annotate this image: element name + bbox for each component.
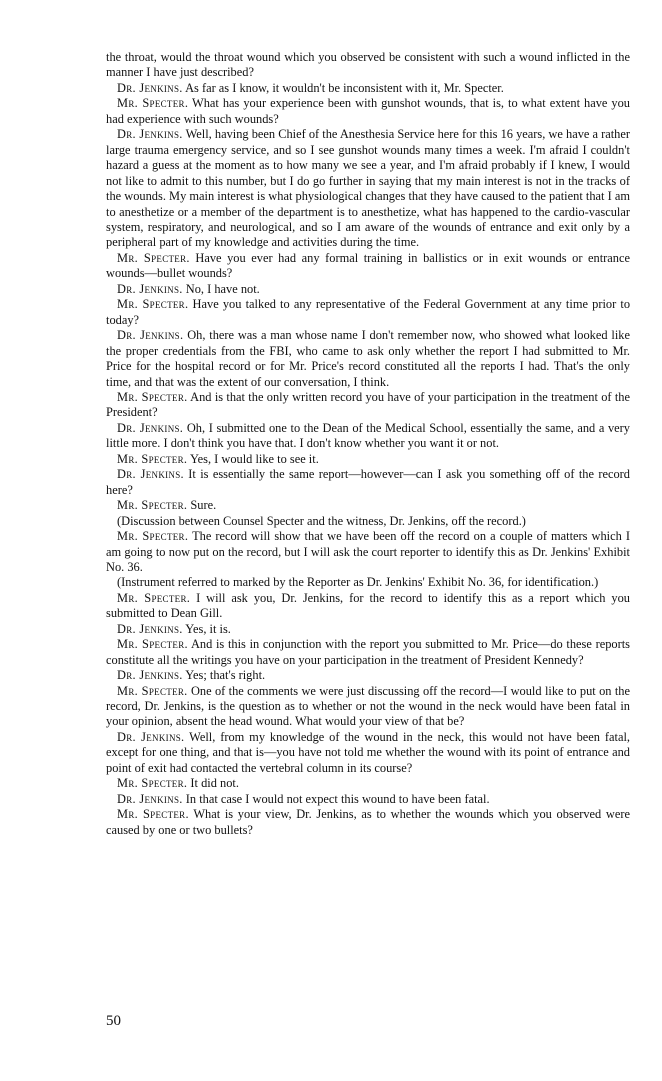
testimony-paragraph xyxy=(106,622,630,637)
paragraph-text: The record will show that we have been off the record on a couple of matters which I am going to now put on the record, but I will ask the court reporter to identify this as Dr. Jenkins' Exhibit No. 36. xyxy=(106,529,630,574)
speaker-name: Mr. Specter. xyxy=(117,389,188,404)
testimony-paragraph xyxy=(106,575,630,590)
paragraph-text: No, I have not. xyxy=(182,281,260,296)
paragraph-text: Well, having been Chief of the Anesthesia Service here for this 16 years, we have a rather large trauma emergency service, and so I see gunshot wounds many times a week. I'm afraid I couldn't hazard a guess at the moment as to how many we see a year, and I'm afraid probably if I knew, I would not like to admit to this number, but I do go further in saying that my main interest is not in the tracks of the wounds. My main interest is what physiological changes that they have caused to the patient that I am to anesthetize or a member of the department is to anesthetize, what has happened to the cardio-vascular system, respiratory, and neurological, and so I am aware of the wounds of entrance and exit only by a peripheral part of my knowledge and activities during the time. xyxy=(106,127,630,250)
paragraph-text: Well, from my knowledge of the wound in the neck, this would not have been fatal, except for one thing, and that is—you have not told me whether the wound with its point of entrance and point of exit had contacted the vertebral column in its course? xyxy=(106,729,631,775)
testimony-paragraph xyxy=(106,591,630,622)
paragraph-text: As far as I know, it wouldn't be inconsistent with it, Mr. Specter. xyxy=(182,80,504,95)
speaker-name: Mr. Specter. xyxy=(117,776,188,791)
speaker-name: Dr. Jenkins. xyxy=(117,328,184,343)
testimony-paragraph xyxy=(106,792,630,807)
speaker-name: Dr. Jenkins. xyxy=(117,668,183,683)
speaker-name: Mr. Specter. xyxy=(117,297,189,312)
speaker-name: Mr. Specter. xyxy=(117,637,188,652)
paragraph-text: What has your experience been with gunshot wounds, that is, to what extent have you had experience with such wounds? xyxy=(106,96,630,126)
paragraph-text: Have you ever had any formal training in ballistics or in exit wounds or entrance wounds—bullet wounds? xyxy=(106,250,630,281)
speaker-name: Mr. Specter. xyxy=(117,498,188,513)
paragraph-text: (Discussion between Counsel Specter and the witness, Dr. Jenkins, off the record.) xyxy=(117,513,526,528)
speaker-name: Mr. Specter. xyxy=(117,451,188,466)
speaker-name: Dr. Jenkins. xyxy=(117,80,183,95)
speaker-name: Dr. Jenkins. xyxy=(117,467,184,482)
testimony-paragraph xyxy=(106,498,630,513)
paragraph-text: In that case I would not expect this wound to have been fatal. xyxy=(182,791,490,806)
speaker-name: Mr. Specter. xyxy=(117,683,188,698)
testimony-paragraph xyxy=(106,807,630,838)
paragraph-text: Sure. xyxy=(187,498,217,513)
testimony-paragraph xyxy=(106,96,630,127)
testimony-paragraph xyxy=(106,251,630,282)
testimony-paragraph xyxy=(106,776,630,791)
paragraph-text: Have you talked to any representative of the Federal Government at any time prior to today? xyxy=(106,297,631,327)
speaker-name: Dr. Jenkins. xyxy=(117,127,183,142)
testimony-paragraph xyxy=(106,328,630,390)
testimony-paragraph xyxy=(106,421,630,452)
paragraph-text: It did not. xyxy=(187,776,239,791)
testimony-paragraph xyxy=(106,50,630,81)
testimony-paragraph xyxy=(106,529,630,575)
testimony-paragraph xyxy=(106,127,630,251)
speaker-name: Dr. Jenkins. xyxy=(117,420,184,435)
testimony-paragraph xyxy=(106,637,630,668)
paragraph-text: the throat, would the throat wound which you observed be consistent with such a wound inflicted in the manner I have just described? xyxy=(106,50,630,80)
testimony-paragraph xyxy=(106,668,630,683)
speaker-name: Mr. Specter. xyxy=(117,529,189,544)
paragraph-text: What is your view, Dr. Jenkins, as to whether the wounds which you observed were caused by one or two bullets? xyxy=(106,807,630,837)
paragraph-text: And is that the only written record you have of your participation in the treatment of the President? xyxy=(106,389,630,420)
testimony-paragraph xyxy=(106,297,630,328)
testimony-paragraph xyxy=(106,390,630,421)
paragraph-text: Yes, I would like to see it. xyxy=(187,451,319,466)
speaker-name: Dr. Jenkins. xyxy=(117,791,183,806)
paragraph-text: (Instrument referred to marked by the Reporter as Dr. Jenkins' Exhibit No. 36, for identification.) xyxy=(117,575,599,590)
testimony-text-column xyxy=(106,50,630,838)
paragraph-text: And is this in conjunction with the report you submitted to Mr. Price—do these reports constitute all the writings you have on your participation in the treatment of President Kennedy? xyxy=(106,637,630,667)
speaker-name: Mr. Specter. xyxy=(117,807,189,822)
speaker-name: Dr. Jenkins. xyxy=(117,621,183,636)
testimony-paragraph xyxy=(106,467,630,498)
speaker-name: Mr. Specter. xyxy=(117,250,190,265)
speaker-name: Dr. Jenkins. xyxy=(117,281,183,296)
testimony-paragraph xyxy=(106,514,630,529)
page-number: 50 xyxy=(106,1013,121,1029)
paragraph-text: Yes; that's right. xyxy=(182,668,266,683)
testimony-paragraph xyxy=(106,452,630,467)
speaker-name: Dr. Jenkins. xyxy=(117,729,185,744)
testimony-paragraph xyxy=(106,81,630,96)
paragraph-text: It is essentially the same report—however—can I ask you something off of the record here? xyxy=(106,467,630,497)
paragraph-text: Yes, it is. xyxy=(182,621,231,636)
paragraph-text: Oh, I submitted one to the Dean of the Medical School, essentially the same, and a very little more. I don't think you have that. I don't know whether you want it or not. xyxy=(106,420,630,451)
speaker-name: Mr. Specter. xyxy=(117,96,189,111)
paragraph-text: I will ask you, Dr. Jenkins, for the record to identify this as a report which you submitted to Dean Gill. xyxy=(106,590,630,621)
speaker-name: Mr. Specter. xyxy=(117,590,191,605)
paragraph-text: One of the comments we were just discussing off the record—I would like to put on the record, Dr. Jenkins, is the question as to whether or not the wound in the neck would have been fatal in your opinion, absent the head wound. What would your view of that be? xyxy=(106,683,630,729)
testimony-paragraph xyxy=(106,282,630,297)
paragraph-text: Oh, there was a man whose name I don't remember now, who showed what looked like the proper credentials from the FBI, who came to ask only whether the report I had submitted to Mr. Price for the hospital record or for Mr. Price's record constituted all the reports I had. That's the only time, and that was the extent of our conversation, I think. xyxy=(106,328,630,389)
testimony-paragraph xyxy=(106,730,630,776)
testimony-paragraph xyxy=(106,684,630,730)
